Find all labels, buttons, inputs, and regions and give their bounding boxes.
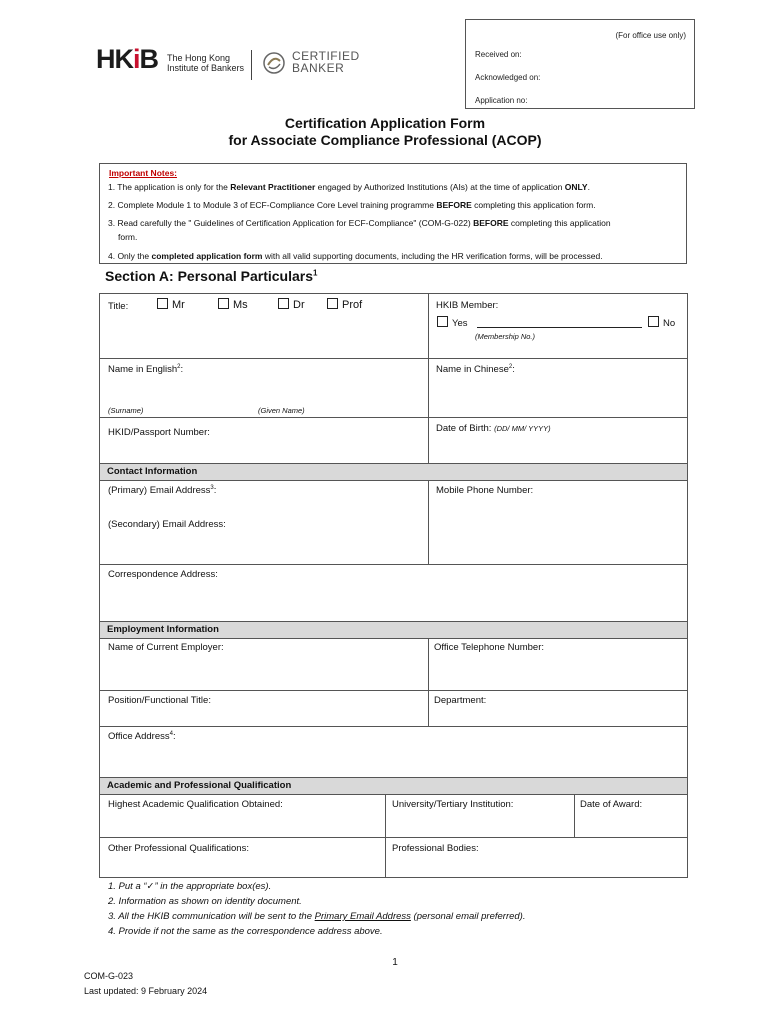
doc-code: COM-G-023 [84, 971, 134, 981]
employment-info-header: Employment Information [99, 621, 688, 639]
contact-info-header: Contact Information [99, 463, 688, 481]
other-qual-label: Other Professional Qualifications: [108, 843, 249, 854]
last-updated: Last updated: 9 February 2024 [84, 986, 208, 996]
employer-label: Name of Current Employer: [108, 642, 224, 653]
hkib-no-checkbox[interactable]: No [648, 316, 675, 329]
title-dr-checkbox[interactable]: Dr [278, 298, 305, 311]
hkib-logo-subtitle: The Hong Kong Institute of Bankers [167, 53, 245, 73]
note-3: 3. Read carefully the " Guidelines of Certification Application for ECF-Compliance" (COM-G-022) BEFORE completing this application form. [108, 218, 611, 242]
academic-header: Academic and Professional Qualification [99, 777, 688, 795]
title-label: Title: [108, 301, 129, 312]
department-label: Department: [434, 695, 487, 706]
title-ms-checkbox[interactable]: Ms [218, 298, 248, 311]
page-number: 1 [392, 957, 398, 968]
hkib-member-label: HKIB Member: [436, 300, 499, 311]
section-a-title: Section A: Personal Particulars$^1$ [105, 268, 318, 284]
title-prof-checkbox[interactable]: Prof [327, 298, 362, 311]
dob-label: Date of Birth: (DD/ MM/ YYYY) [436, 423, 551, 434]
primary-email-label: (Primary) Email Address$^3$: [108, 485, 217, 497]
acknowledged-on-label: Acknowledged on: [475, 73, 541, 82]
membership-no-hint: (Membership No.) [475, 332, 536, 341]
hkid-label: HKID/Passport Number: [108, 427, 210, 438]
footnote-4: 4. Provide if not the same as the correspondence address above. [108, 926, 383, 937]
hkib-logo: HKiB [96, 44, 159, 74]
surname-hint: (Surname) [108, 406, 144, 415]
university-label: University/Tertiary Institution: [392, 799, 514, 810]
footnote-3: 3. All the HKIB communication will be sent to the Primary Email Address (personal email preferred). [108, 911, 526, 922]
note-2: 2. Complete Module 1 to Module 3 of ECF-Compliance Core Level training programme BEFORE completing this application form. [108, 200, 596, 210]
received-on-label: Received on: [475, 50, 522, 59]
important-notes [99, 163, 687, 264]
certified-banker-logo-text: CERTIFIED BANKER [292, 49, 360, 75]
hkid-cell[interactable] [99, 417, 429, 464]
title-cell [99, 293, 429, 359]
office-use-title: (For office use only) [615, 31, 686, 40]
highest-qual-label: Highest Academic Qualification Obtained: [108, 799, 283, 810]
office-use-box [465, 19, 695, 109]
note-1: 1. The application is only for the Relevant Practitioner engaged by Authorized Institutions (AIs) at the time of application ONLY. [108, 182, 590, 192]
date-award-label: Date of Award: [580, 799, 643, 810]
mobile-label: Mobile Phone Number: [436, 485, 534, 496]
certified-banker-icon [262, 51, 286, 75]
membership-no-line[interactable] [477, 327, 642, 328]
office-address-cell[interactable] [99, 726, 688, 778]
prof-bodies-label: Professional Bodies: [392, 843, 479, 854]
form-title: Certification Application Form for Associate Compliance Professional (ACOP) [228, 115, 542, 148]
correspondence-address-label: Correspondence Address: [108, 569, 218, 580]
application-no-label: Application no: [475, 96, 528, 105]
logo-divider [251, 50, 252, 80]
footnote-1: 1. Put a “✓” in the appropriate box(es). [108, 881, 272, 892]
note-4: 4. Only the completed application form with all valid supporting documents, including the HR verification forms, will be processed. [108, 251, 603, 261]
secondary-email-label: (Secondary) Email Address: [108, 519, 226, 530]
office-tel-label: Office Telephone Number: [434, 642, 545, 653]
footnote-2: 2. Information as shown on identity document. [108, 896, 302, 907]
position-label: Position/Functional Title: [108, 695, 211, 706]
name-english-label: Name in English$^2$: [108, 364, 184, 376]
hkib-yes-checkbox[interactable]: Yes [437, 316, 468, 329]
notes-heading: Important Notes: [109, 168, 177, 178]
given-name-hint: (Given Name) [258, 406, 305, 415]
name-chinese-label: Name in Chinese$^2$: [436, 364, 515, 376]
office-address-label: Office Address$^4$: [108, 731, 176, 743]
title-mr-checkbox[interactable]: Mr [157, 298, 185, 311]
